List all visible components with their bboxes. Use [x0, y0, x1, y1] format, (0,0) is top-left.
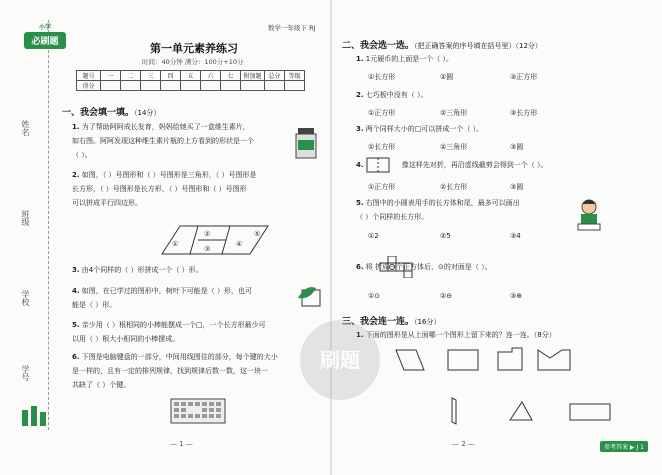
- score-row-label: 得分: [77, 81, 101, 91]
- question-text: （ ）个同样的长方形。: [356, 213, 429, 221]
- question-line: 由4个同样的（ ）形拼成一个（ ）形。: [81, 266, 203, 274]
- option[interactable]: ③正方形: [510, 73, 538, 81]
- score-cell[interactable]: [181, 81, 201, 91]
- section-3-points: （16分）: [414, 318, 441, 326]
- question-line: 为了帮助阿阿成长发育，妈妈给她买了一盒维生素片，: [81, 123, 250, 131]
- section-1-heading: [62, 105, 160, 118]
- question-line: 亲少用（ ）根相同的小棒能摆成一个□，一个长方形最少可: [81, 321, 266, 329]
- question-number: 2.: [356, 91, 364, 99]
- question-6: [72, 350, 322, 392]
- question-text: 1元硬币的上面是一个（ ）。: [365, 55, 453, 63]
- figure-label: ②: [204, 230, 211, 238]
- question-line: 可以拼成平行四边形。: [72, 199, 142, 207]
- parallelogram-figure: [150, 222, 280, 258]
- child-drawing-icon: [574, 198, 604, 234]
- question-line: 如右图。阿阿发现这种维生素片瓶的上方看到的形状是一个: [72, 137, 254, 145]
- section-2-note: （把正确答案的序号填在括号里）: [414, 42, 516, 50]
- margin-label-school: 学校: [21, 290, 30, 306]
- trace-shapes-row: [440, 396, 620, 426]
- question-number: 6.: [72, 353, 80, 361]
- page-number-right: — 2 —: [452, 440, 475, 448]
- score-header-cell: 五: [181, 71, 201, 81]
- option[interactable]: ②三角形: [440, 143, 468, 151]
- score-header-cell: 三: [141, 71, 161, 81]
- option[interactable]: ①2: [368, 232, 379, 240]
- choice-question-6: [356, 260, 492, 274]
- score-cell[interactable]: [265, 81, 285, 91]
- question-number: 1.: [356, 55, 364, 63]
- question-text: 右图中的小圆表用手的长方体和尾，最多可以画出: [365, 199, 520, 207]
- answer-key-link[interactable]: 参考答案 ▶ J 1: [600, 441, 648, 452]
- score-header-cell: 七: [221, 71, 241, 81]
- score-header-cell: 六: [201, 71, 221, 81]
- score-cell[interactable]: [141, 81, 161, 91]
- option[interactable]: ③4: [510, 232, 521, 240]
- question-number: 5.: [72, 321, 80, 329]
- figure-label: ⑤: [254, 230, 261, 238]
- trace-triangle: [510, 402, 532, 420]
- section-1-points: （14分）: [134, 109, 161, 117]
- question-line: （ ）。: [72, 151, 92, 159]
- decorative-figures-icon: [20, 400, 50, 428]
- question-5: [72, 318, 322, 346]
- watermark: 刷题: [300, 320, 380, 400]
- section-2-title: 二、我会选一选。: [342, 41, 415, 51]
- trace-thin: [452, 398, 456, 424]
- cut-line: [48, 20, 49, 430]
- score-cell[interactable]: [161, 81, 181, 91]
- question-number: 3.: [356, 125, 364, 133]
- score-header-cell: 总分: [265, 71, 285, 81]
- shape-step: [498, 348, 522, 370]
- question-line: 如图，（ ）号图形和（ ）号图形是三角形，（ ）号图形是: [81, 171, 257, 179]
- score-cell[interactable]: [285, 81, 305, 91]
- score-header-cell: 等级: [285, 71, 305, 81]
- score-header-cell: 二: [121, 71, 141, 81]
- margin-strip: [0, 0, 58, 475]
- connect-question: [356, 328, 646, 342]
- time-score-info: 时间：40分钟 满分：100分+10分: [142, 58, 244, 66]
- option[interactable]: ①长方形: [368, 143, 396, 151]
- option[interactable]: ②圆: [440, 73, 454, 81]
- question-text: 将 折成一个正方体后，⊙的对面是（ ）。: [365, 263, 492, 271]
- option[interactable]: ③长方形: [510, 109, 538, 117]
- question-4: [72, 284, 302, 312]
- figure-label: ④: [236, 240, 243, 248]
- grade-label: 数学一年级下 RJ: [268, 24, 316, 32]
- margin-label-name: 姓名: [21, 120, 30, 136]
- option[interactable]: ②三角形: [440, 109, 468, 117]
- margin-label-class: 班级: [21, 210, 30, 226]
- question-number: 6.: [356, 263, 364, 271]
- question-line: 以用（ ）根大小相同的小棒摆成。: [72, 335, 180, 343]
- leaf-figure-icon: [296, 284, 322, 308]
- question-number: 1.: [356, 331, 364, 339]
- section-2-points: （12分）: [515, 42, 542, 50]
- question-line: 共缺了（ ）个键。: [72, 381, 131, 389]
- option[interactable]: ①正方形: [368, 183, 396, 191]
- option[interactable]: ①⊙: [368, 292, 381, 300]
- shape-parallelogram: [396, 350, 424, 370]
- choice-question-1: [356, 52, 453, 66]
- option[interactable]: ①长方形: [368, 73, 396, 81]
- score-cell[interactable]: [221, 81, 241, 91]
- question-2: [72, 168, 322, 210]
- score-cell[interactable]: [101, 81, 121, 91]
- shape-rectangle: [448, 350, 478, 370]
- trace-rectangle: [570, 404, 610, 420]
- score-header-cell: 四: [161, 71, 181, 81]
- section-3-title: 三、我会连一连。: [342, 317, 415, 327]
- keyboard-icon: [170, 398, 226, 424]
- logo-main-text: 必刷题: [24, 32, 66, 49]
- score-header-cell: 附加题: [241, 71, 265, 81]
- score-cell[interactable]: [241, 81, 265, 91]
- question-number: 4.: [356, 161, 364, 169]
- option[interactable]: ②⊖: [440, 292, 453, 300]
- score-cell[interactable]: [201, 81, 221, 91]
- question-line: 是一样的，且有一定的排列规律，找到规律后数一数，这一块一: [72, 367, 268, 375]
- score-header-cell: 题号: [77, 71, 101, 81]
- option[interactable]: ②5: [440, 232, 451, 240]
- question-text: 像这样先对折，再沿虚线截剪会得到一个（ ）。: [401, 161, 548, 169]
- question-line: 能是（ ）形。: [72, 301, 117, 309]
- question-text: 下面的图形是从上面哪一个图形上留下来的？连一连。（8分）: [365, 331, 556, 339]
- brand-logo: [24, 22, 66, 48]
- question-number: 3.: [72, 266, 80, 274]
- question-3: [72, 263, 312, 277]
- question-text: 七巧板中没有（ ）。: [365, 91, 428, 99]
- choice-question-5: [356, 196, 576, 224]
- solid-shapes-row: [394, 346, 624, 374]
- question-line: 下图是电脑键盘的一部分，中间用线围住的部分，每个键的大小: [81, 353, 278, 361]
- question-1: [72, 120, 302, 162]
- question-line: 长方形，（ ）号图形是长方形，（ ）号图形和（ ）号图形: [72, 185, 247, 193]
- choice-question-4: [356, 158, 548, 172]
- question-text: 两个同样大小的□可以拼成一个（ ）。: [365, 125, 484, 133]
- score-cell[interactable]: [121, 81, 141, 91]
- score-header-cell: 一: [101, 71, 121, 81]
- figure-label: ①: [172, 240, 179, 248]
- question-number: 1.: [72, 123, 80, 131]
- question-number: 4.: [72, 287, 80, 295]
- section-1-title: 一、我会填一填。: [62, 108, 135, 118]
- question-line: 如图，在已学过的图形中，树叶下可能是（ ）形，也可: [81, 287, 252, 295]
- page-title: 第一单元素养练习: [150, 42, 238, 55]
- shape-notched: [538, 350, 570, 370]
- margin-label-number: 学号: [21, 365, 30, 381]
- option[interactable]: ③圆: [510, 143, 524, 151]
- choice-question-2: [356, 88, 428, 102]
- vitamin-bottle-icon: [294, 126, 318, 160]
- question-number: 5.: [356, 199, 364, 207]
- figure-label: ③: [204, 245, 211, 253]
- option[interactable]: ③⊕: [510, 292, 523, 300]
- logo-top-text: 小学: [38, 24, 51, 31]
- choice-question-3: [356, 122, 483, 136]
- page-spine: [330, 0, 332, 475]
- section-2-heading: [342, 38, 542, 51]
- page-number-left: — 1 —: [170, 440, 193, 448]
- option[interactable]: ②长方形: [440, 183, 468, 191]
- question-number: 2.: [72, 171, 80, 179]
- option[interactable]: ③圆: [510, 183, 524, 191]
- score-table: [76, 70, 305, 91]
- option[interactable]: ①正方形: [368, 109, 396, 117]
